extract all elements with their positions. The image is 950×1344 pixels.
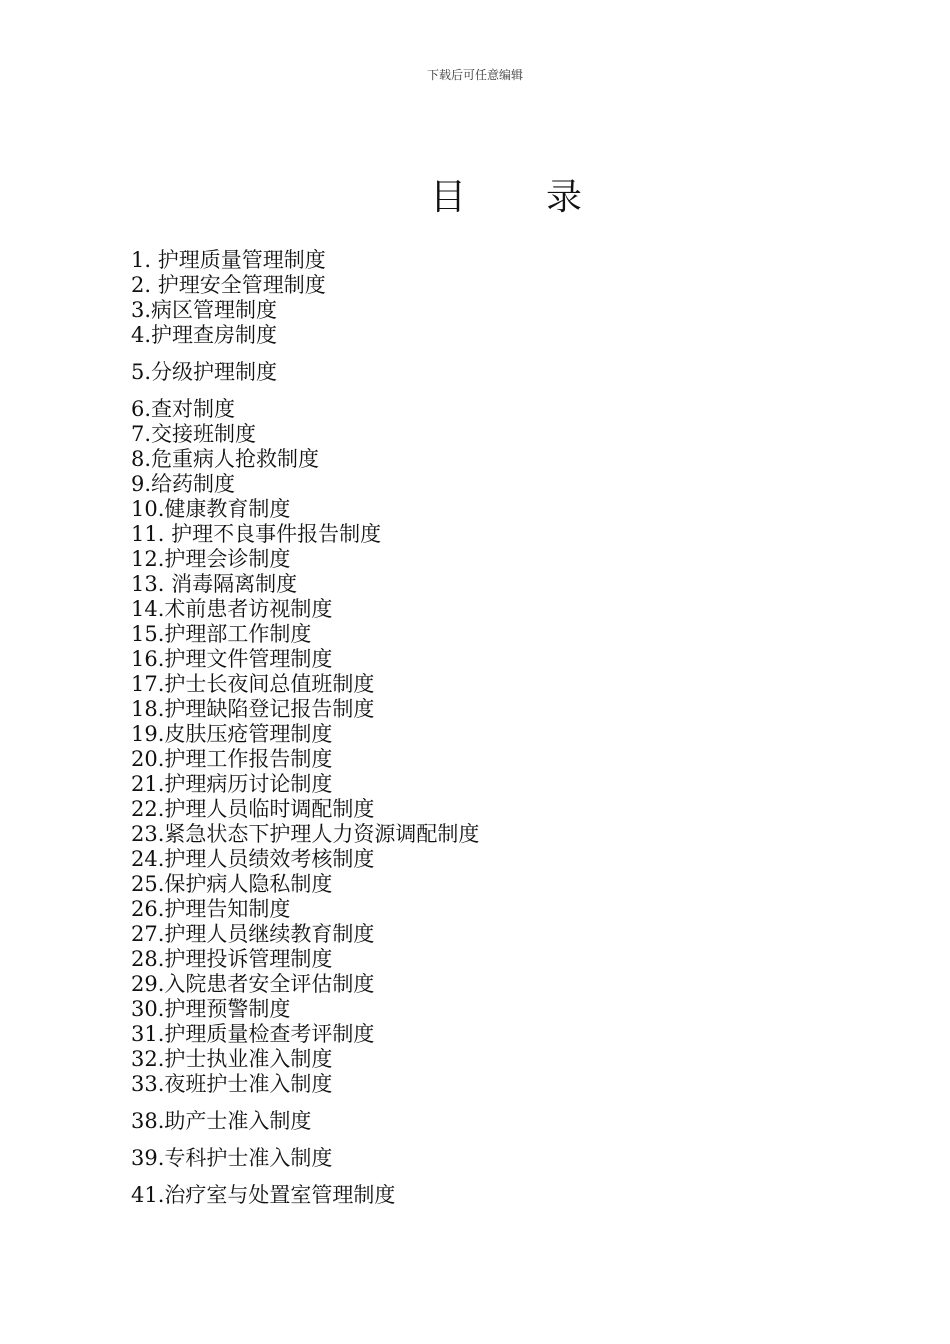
toc-item: 17.护士长夜间总值班制度 bbox=[131, 672, 375, 696]
toc-item: 31.护理质量检查考评制度 bbox=[131, 1022, 375, 1046]
toc-item: 12.护理会诊制度 bbox=[131, 547, 291, 571]
toc-item: 5.分级护理制度 bbox=[131, 360, 278, 384]
toc-item: 3.病区管理制度 bbox=[131, 298, 278, 322]
toc-item: 24.护理人员绩效考核制度 bbox=[131, 847, 375, 871]
toc-item: 15.护理部工作制度 bbox=[131, 622, 312, 646]
toc-item: 39.专科护士准入制度 bbox=[131, 1146, 333, 1170]
toc-item: 8.危重病人抢救制度 bbox=[131, 447, 320, 471]
toc-item: 13. 消毒隔离制度 bbox=[131, 572, 298, 596]
toc-item: 2. 护理安全管理制度 bbox=[131, 273, 326, 297]
toc-item: 10.健康教育制度 bbox=[131, 497, 291, 521]
toc-item: 9.给药制度 bbox=[131, 472, 236, 496]
toc-item: 11. 护理不良事件报告制度 bbox=[131, 522, 382, 546]
toc-title-char-2: 录 bbox=[546, 177, 583, 218]
toc-item: 28.护理投诉管理制度 bbox=[131, 947, 333, 971]
toc-item: 30.护理预警制度 bbox=[131, 997, 291, 1021]
toc-item: 18.护理缺陷登记报告制度 bbox=[131, 697, 375, 721]
toc-item: 38.助产士准入制度 bbox=[131, 1109, 312, 1133]
toc-item: 7.交接班制度 bbox=[131, 422, 257, 446]
toc-item: 16.护理文件管理制度 bbox=[131, 647, 333, 671]
toc-item: 25.保护病人隐私制度 bbox=[131, 872, 333, 896]
toc-item: 20.护理工作报告制度 bbox=[131, 747, 333, 771]
toc-item: 41.治疗室与处置室管理制度 bbox=[131, 1183, 396, 1207]
toc-title bbox=[430, 176, 582, 220]
toc-item: 23.紧急状态下护理人力资源调配制度 bbox=[131, 822, 480, 846]
toc-title-char-1: 目 bbox=[430, 177, 467, 218]
toc-item: 32.护士执业准入制度 bbox=[131, 1047, 333, 1071]
toc-item: 33.夜班护士准入制度 bbox=[131, 1072, 333, 1096]
toc-item: 29.入院患者安全评估制度 bbox=[131, 972, 375, 996]
toc-item: 26.护理告知制度 bbox=[131, 897, 291, 921]
toc-item: 1. 护理质量管理制度 bbox=[131, 248, 326, 272]
toc-item: 27.护理人员继续教育制度 bbox=[131, 922, 375, 946]
toc-item: 6.查对制度 bbox=[131, 397, 236, 421]
toc-item: 4.护理查房制度 bbox=[131, 323, 278, 347]
header-note: 下载后可任意编辑 bbox=[426, 68, 523, 82]
toc-list bbox=[131, 248, 479, 1208]
toc-item: 14.术前患者访视制度 bbox=[131, 597, 333, 621]
toc-item: 22.护理人员临时调配制度 bbox=[131, 797, 375, 821]
toc-item: 19.皮肤压疮管理制度 bbox=[131, 722, 333, 746]
toc-item: 21.护理病历讨论制度 bbox=[131, 772, 333, 796]
